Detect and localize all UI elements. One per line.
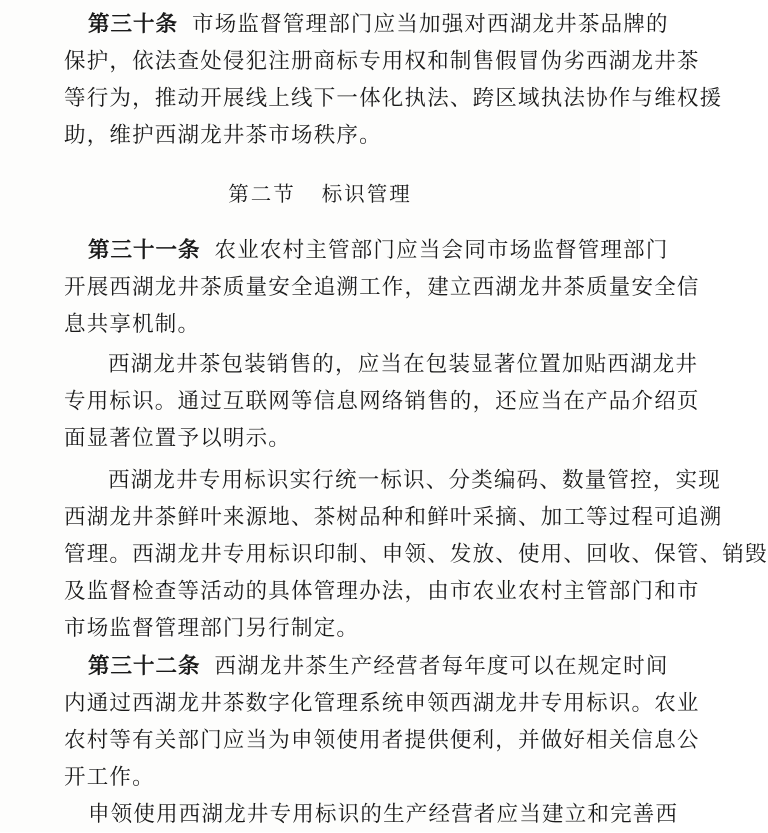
packaging-line-1: 西湖龙井茶包装销售的，应当在包装显著位置加贴西湖龙井 xyxy=(108,352,699,377)
article-30-line-1: 市场监督管理部门应当加强对西湖龙井茶品牌的 xyxy=(192,12,669,37)
section-heading xyxy=(0,178,640,210)
marking-line-4: 及监督检查等活动的具体管理办法，由市农业农村主管部门和市 xyxy=(64,579,700,604)
article-30-line-2: 保护，依法查处侵犯注册商标专用权和制售假冒伪劣西湖龙井茶 xyxy=(64,49,700,74)
article-31-label: 第三十一条 xyxy=(88,238,201,263)
article-30-line-3: 等行为，推动开展线上线下一体化执法、跨区域执法协作与维权援 xyxy=(64,86,723,111)
section-number: 第二节 xyxy=(228,182,296,206)
packaging-paragraph xyxy=(64,346,700,457)
article-32-line-1: 西湖龙井茶生产经营者每年度可以在规定时间 xyxy=(214,654,669,679)
last-paragraph xyxy=(64,796,679,833)
article-32-line-3: 农村等有关部门应当为申领使用者提供便利，并做好相关信息公 xyxy=(64,728,700,753)
last-line-1: 申领使用西湖龙井专用标识的生产经营者应当建立和完善西 xyxy=(88,802,679,827)
marking-line-2: 西湖龙井茶鲜叶来源地、茶树品种和鲜叶采摘、加工等过程可追溯 xyxy=(64,505,723,530)
article-31-line-3: 息共享机制。 xyxy=(64,312,201,337)
article-32-line-2: 内通过西湖龙井茶数字化管理系统申领西湖龙井专用标识。农业 xyxy=(64,691,700,716)
marking-line-3: 管理。西湖龙井专用标识印制、申领、发放、使用、回收、保管、销毁 xyxy=(64,542,768,567)
article-31-line-2: 开展西湖龙井茶质量安全追溯工作，建立西湖龙井茶质量安全信 xyxy=(64,275,700,300)
marking-line-1: 西湖龙井专用标识实行统一标识、分类编码、数量管控，实现 xyxy=(108,468,721,493)
article-32-line-4: 开工作。 xyxy=(64,765,155,790)
article-30-label: 第三十条 xyxy=(88,12,179,37)
section-title: 标识管理 xyxy=(321,182,412,206)
article-32-label: 第三十二条 xyxy=(88,654,201,679)
packaging-line-2: 专用标识。通过互联网等信息网络销售的，还应当在产品介绍页 xyxy=(64,389,700,414)
article-32 xyxy=(64,648,700,796)
packaging-line-3: 面显著位置予以明示。 xyxy=(64,426,292,451)
article-30-line-4: 助，维护西湖龙井茶市场秩序。 xyxy=(64,123,382,148)
article-30 xyxy=(64,6,723,154)
article-31 xyxy=(64,232,700,343)
article-31-line-1: 农业农村主管部门应当会同市场监督管理部门 xyxy=(214,238,669,263)
marking-paragraph xyxy=(64,462,768,647)
marking-line-5: 市场监督管理部门另行制定。 xyxy=(64,616,360,641)
